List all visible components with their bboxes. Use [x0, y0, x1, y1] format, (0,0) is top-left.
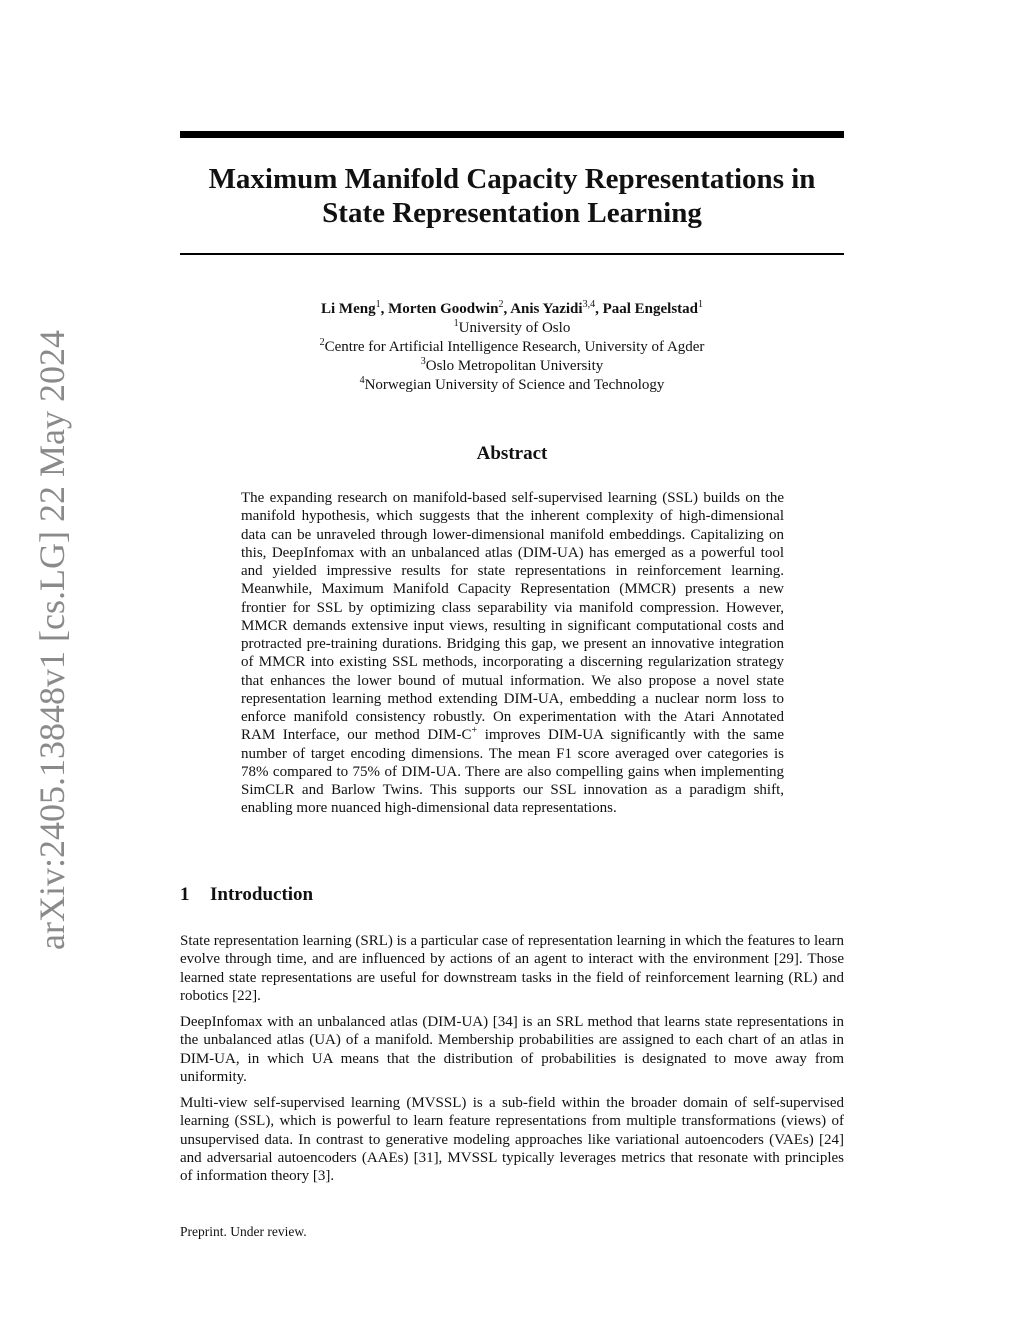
author-names: Li Meng$^1$, Morten Goodwin$^2$, Anis Yazidi$^{3,4}$, Paal Engelstad$^1$ — [320, 299, 704, 317]
affiliation-line — [180, 376, 844, 395]
affiliation-number: 3 — [420, 356, 426, 367]
author-affiliation-mark: 2 — [498, 299, 504, 310]
affiliation-line — [180, 319, 844, 338]
author-name: Morten Goodwin — [388, 301, 499, 317]
footer-note: Preprint. Under review. — [180, 1224, 307, 1239]
body-paragraph: State representation learning (SRL) is a particular case of representation learning in which the features to learn evolve through time, and are influenced by actions of an agent to interact with the environment [29]. Those learned state representations are useful for downstream tasks in the field of reinforcement learning (RL) and robotics [22]. — [180, 933, 844, 1004]
title-rule-bottom — [180, 253, 844, 255]
affiliation-line — [180, 357, 844, 376]
section-title: Introduction — [210, 884, 314, 905]
affiliation-line — [180, 338, 844, 357]
abstract-heading: Abstract — [476, 443, 548, 464]
author-name: Li Meng — [320, 301, 376, 317]
affiliation-name: Norwegian University of Science and Technology — [364, 377, 665, 393]
author-name: Anis Yazidi — [510, 301, 583, 317]
affiliation-name: Centre for Artificial Intelligence Research, University of Agder — [324, 339, 705, 355]
affiliation-name: University of Oslo — [458, 320, 571, 336]
method-superscript: + — [471, 725, 478, 737]
body-paragraph: DeepInfomax with an unbalanced atlas (DIM-UA) [34] is an SRL method that learns state representations in the unbalanced atlas (UA) of a manifold. Membership probabilities are assigned to each chart of an atlas in DIM-UA, in which UA means that the distribution of probabilities is designated to move away from uniformity. — [180, 1014, 844, 1085]
title-line-2: State Representation Learning — [322, 197, 702, 229]
paper-title — [180, 162, 844, 230]
author-affiliation-mark: 1 — [698, 299, 704, 310]
abstract-part-2: improves DIM-UA significantly with the same number of target encoding dimensions. The mean F1 score averaged over categories is 78% compared to 75% of DIM-UA. There are also compelling gains when implementing SimCLR and Barlow Twins. This supports our SSL innovation as a paradigm shift, enabling more nuanced high-dimensional data representations. — [241, 727, 784, 817]
title-rule-top — [180, 131, 844, 138]
abstract-text — [241, 489, 784, 818]
title-line-1: Maximum Manifold Capacity Representations in — [208, 163, 816, 195]
author-affiliation-mark: 1 — [375, 299, 381, 310]
affiliation-number: 2 — [319, 337, 325, 348]
body-paragraph: Multi-view self-supervised learning (MVSSL) is a sub-field within the broader domain of self-supervised learning (SSL), which is powerful to learn feature representations from multiple transformations (views) of unsupervised data. In contrast to generative modeling approaches like variational autoencoders (VAEs) [24] and adversarial autoencoders (AAEs) [31], MVSSL typically leverages metrics that resonate with principles of information theory [3]. — [180, 1095, 844, 1184]
affiliation-number: 1 — [453, 318, 459, 329]
affiliation-name: Oslo Metropolitan University — [425, 358, 604, 374]
author-name: Paal Engelstad — [602, 301, 699, 317]
section-number: 1 — [180, 884, 190, 905]
author-block — [180, 300, 844, 395]
affiliation-number: 4 — [359, 375, 365, 386]
arxiv-identifier: arXiv:2405.13848v1 [cs.LG] 22 May 2024 — [32, 330, 72, 950]
introduction-body — [180, 932, 844, 1193]
abstract-part-1: The expanding research on manifold-based self-supervised learning (SSL) builds on the manifold hypothesis, which suggests that the inherent complexity of high-dimensional data can be unraveled through lower-dimensional manifold embeddings. Capitalizing on this, DeepInfomax with an unbalanced atlas (DIM-UA) has emerged as a powerful tool and yielded impressive results for state representations in reinforcement learning. Meanwhile, Maximum Manifold Capacity Representation (MMCR) presents a new frontier for SSL by optimizing class separability via manifold compression. However, MMCR demands extensive input views, resulting in significant computational costs and protracted pre-training durations. Bridging this gap, we present an innovative integration of MMCR into existing SSL methods, incorporating a discerning regularization strategy that enhances the lower bound of mutual information. We also propose a novel state representation learning method extending DIM-UA, embedding a nuclear norm loss to enforce manifold consistency robustly. On experimentation with the Atari Annotated RAM Interface, our method DIM-C — [241, 490, 784, 744]
author-affiliation-mark: 3,4 — [582, 299, 596, 310]
section-heading — [180, 884, 313, 906]
